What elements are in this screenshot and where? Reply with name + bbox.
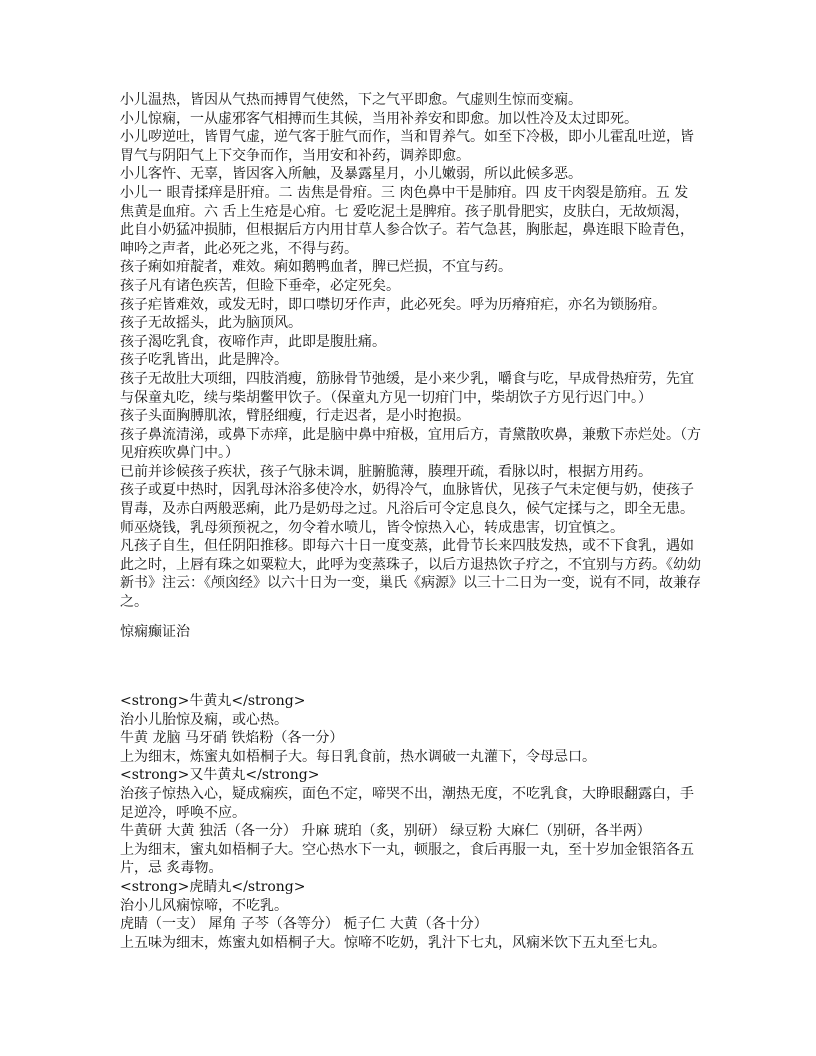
text-line: <strong>又牛黄丸</strong> xyxy=(120,767,320,784)
text-line: 新书》注云：《颅囟经》以六十日为一变，巢氏《病源》以三十二日为一变，说有不同，故兼存 xyxy=(120,575,701,592)
text-line: 治小儿风痫惊啼，不吃乳。 xyxy=(120,897,288,914)
section-pediatric-notes xyxy=(120,91,710,612)
text-line: 上为细末，蜜丸如梧桐子大。空心热水下一丸，顿服之，食后再服一丸，至十岁加金银箔各五 xyxy=(120,841,694,858)
text-line: 已前并诊候孩子疾状，孩子气脉未调，脏腑脆薄，腠理开疏，看脉以时，根据方用药。 xyxy=(120,463,652,480)
text-line: 师巫烧钱，乳母须预祝之，勿令着水喷儿，皆令惊热入心，转成患害，切宜慎之。 xyxy=(120,519,624,536)
text-line: 小儿温热，皆因从气热而搏胃气使然，下之气平即愈。气虚则生惊而变痫。 xyxy=(120,92,582,108)
text-line: <strong>虎睛丸</strong> xyxy=(120,878,306,895)
text-line: 孩子凡有诸色疾苦，但睑下垂牵，必定死矣。 xyxy=(120,277,400,294)
text-line: 治小儿胎惊及痫，或心热。 xyxy=(120,711,288,728)
text-line: 小儿一 眼青揉痒是肝疳。二 齿焦是骨疳。三 肉色鼻中干是肺疳。四 皮干肉裂是筋疳。五 发 xyxy=(120,184,689,201)
text-line: 虎睛（一支） 犀角 子芩（各等分） 栀子仁 大黄（各十分） xyxy=(120,916,488,933)
text-line: 之。 xyxy=(120,594,148,611)
section-prescriptions xyxy=(120,692,710,952)
text-line: 呻吟之声者，此必死之兆，不得与药。 xyxy=(120,240,358,257)
text-line: 孩子无故摇头，此为脑顶风。 xyxy=(120,315,302,332)
text-line: 孩子渴吃乳食，夜啼作声，此即是腹肚痛。 xyxy=(120,333,386,350)
text-line: 小儿哕逆吐，皆胃气虚，逆气客于脏气而作，当和胃养气。如至下冷极，即小儿霍乱吐逆，皆 xyxy=(120,129,694,146)
text-line: 焦黄是血疳。六 舌上生疮是心疳。七 爱吃泥土是脾疳。孩子肌骨肥实，皮肤白，无故烦渴， xyxy=(120,203,689,220)
text-line: 上五味为细末，炼蜜丸如梧桐子大。惊啼不吃奶，乳汁下七丸，风痫米饮下五丸至七丸。 xyxy=(120,934,666,951)
text-line: <strong>牛黄丸</strong> xyxy=(120,693,306,709)
text-line: 小儿惊痫，一从虚邪客气相搏而生其候，当用补养安和即愈。加以性冷及太过即死。 xyxy=(120,110,638,127)
text-line: 孩子或夏中热时，因乳母沐浴多使冷水，奶得冷气，血脉皆伏，见孩子气未定便与奶，使孩子 xyxy=(120,482,694,499)
text-line: 牛黄研 大黄 独活（各一分） 升麻 琥珀（炙，别研） 绿豆粉 大麻仁（别研，各半两） xyxy=(120,823,651,840)
text-line: 小儿客忤、无辜，皆因客入所触，及暴露星月，小儿嫩弱，所以此候多恶。 xyxy=(120,166,582,183)
text-line: 此之时，上唇有珠之如粟粒大，此呼为变蒸珠子，以后方退热饮子疗之，不宜别与方药。《幼幼 xyxy=(120,556,701,573)
text-line: 治孩子惊热入心，疑成痫疾，面色不定，啼哭不出，潮热无度，不吃乳食，大睁眼翻露白，手 xyxy=(120,785,694,802)
text-line: 孩子痢如疳靛者，难效。痢如鹅鸭血者，脾已烂损，不宜与药。 xyxy=(120,259,512,276)
text-line: 孩子鼻流清涕，或鼻下赤痒，此是脑中鼻中疳极，宜用后方，青黛散吹鼻，兼敷下赤烂处。（方 xyxy=(120,426,701,443)
text-line: 此自小奶猛冲损肺，但根据后方内用甘草人参合饮子。若气急甚，胸胀起，鼻连眼下睑青色， xyxy=(120,222,694,239)
text-line: 足逆冷，呼唤不应。 xyxy=(120,804,246,821)
text-line: 与保童丸吃，续与柴胡鳖甲饮子。（保童丸方见一切疳门中，柴胡饮子方见行迟门中。） xyxy=(120,389,652,406)
text-line: 凡孩子自生，但任阴阳推移。即每六十日一度变蒸，此骨节长来四肢发热，或不下食乳，遇如 xyxy=(120,538,694,555)
text-line: 孩子吃乳皆出，此是脾冷。 xyxy=(120,352,288,369)
text-line: 上为细末，炼蜜丸如梧桐子大。每日乳食前，热水调破一丸灌下，令母忌口。 xyxy=(120,748,596,765)
text-line: 片，忌 炙毒物。 xyxy=(120,860,223,877)
text-line: 胃毒，及赤白两般恶痢，此乃是奶母之过。凡浴后可令定息良久，候气定揉与之，即全无患。 xyxy=(120,501,694,518)
section-heading: 惊痫癫证治 xyxy=(120,624,190,640)
text-line: 胃气与阴阳气上下交争而作，当用安和补药，调养即愈。 xyxy=(120,147,470,164)
text-line: 见疳疾吹鼻门中。） xyxy=(120,445,239,462)
text-line: 牛黄 龙脑 马牙硝 铁焰粉（各一分） xyxy=(120,730,344,747)
text-line: 孩子头面胸膊肌浓，臂胫细瘦，行走迟者，是小时抱损。 xyxy=(120,408,470,425)
text-line: 孩子疟皆难效，或发无时，即口噤切牙作声，此必死矣。呼为历瘠疳疟，亦名为锁肠疳。 xyxy=(120,296,666,313)
text-line: 孩子无故肚大项细，四肢消瘦，筋脉骨节弛缓，是小来少乳，嚼食与吃，早成骨热疳劳，先宜 xyxy=(120,370,694,387)
